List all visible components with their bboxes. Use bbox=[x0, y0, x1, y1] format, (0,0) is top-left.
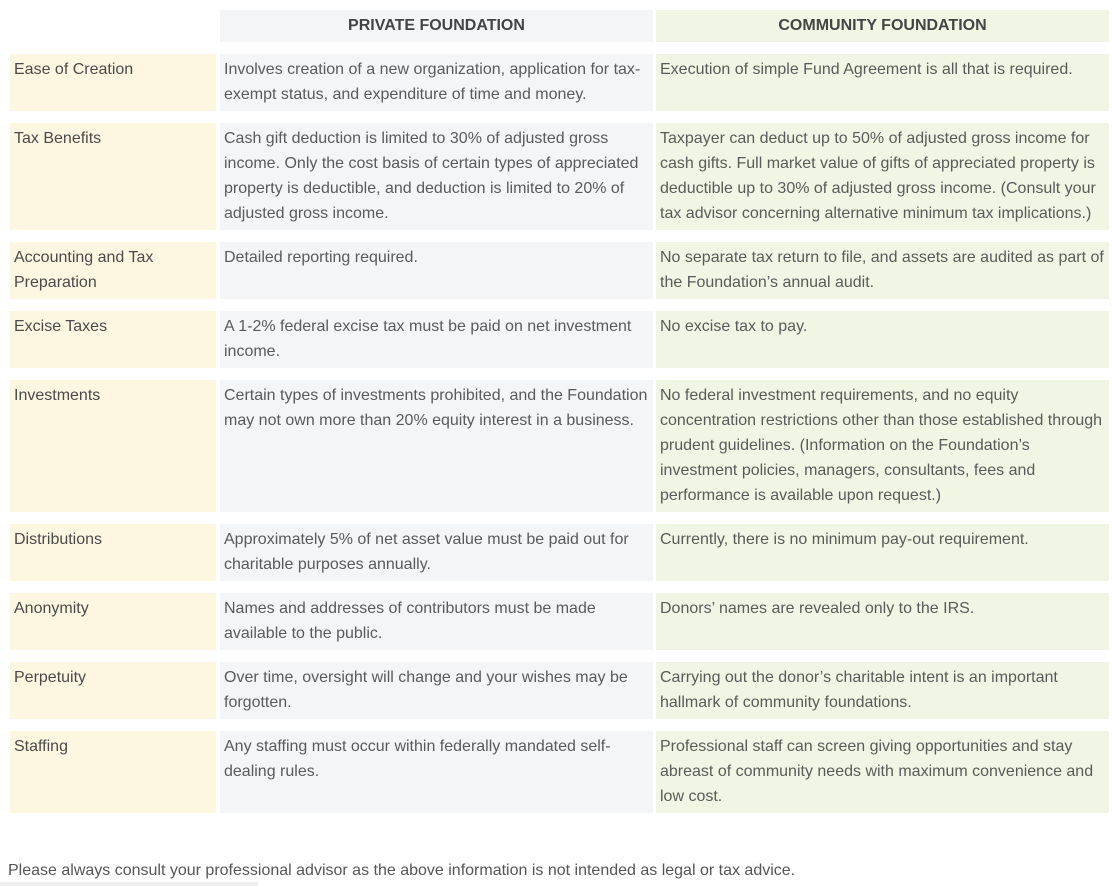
table-row bbox=[10, 662, 1110, 719]
row-label: Distributions bbox=[10, 524, 216, 581]
community-cell: No excise tax to pay. bbox=[656, 311, 1109, 368]
community-cell: No separate tax return to file, and assets are audited as part of the Foundation’s annual audit. bbox=[656, 242, 1109, 299]
row-label: Ease of Creation bbox=[10, 54, 216, 111]
table-header bbox=[10, 10, 1110, 42]
row-label: Accounting and Tax Preparation bbox=[10, 242, 216, 299]
private-cell: Any staffing must occur within federally mandated self-dealing rules. bbox=[220, 731, 653, 813]
row-label: Anonymity bbox=[10, 593, 216, 650]
private-cell: Certain types of investments prohibited, and the Foundation may not own more than 20% equity interest in a business. bbox=[220, 380, 653, 512]
table-row bbox=[10, 54, 1110, 111]
table-row bbox=[10, 731, 1110, 813]
community-cell: Taxpayer can deduct up to 50% of adjusted gross income for cash gifts. Full market value of gifts of appreciated property is deductible up to 30% of adjusted gross income. (Consult your tax advisor concerning alternative minimum tax implications.) bbox=[656, 123, 1109, 230]
community-cell: No federal investment requirements, and no equity concentration restrictions other than those established through prudent guidelines. (Information on the Foundation’s investment policies, managers, consultants, fees and performance is available upon request.) bbox=[656, 380, 1109, 512]
private-cell: Over time, oversight will change and your wishes may be forgotten. bbox=[220, 662, 653, 719]
scroll-shadow bbox=[0, 882, 258, 886]
table-row bbox=[10, 524, 1110, 581]
row-label: Investments bbox=[10, 380, 216, 512]
disclaimer-text: Please always consult your professional advisor as the above information is not intended as legal or tax advice. bbox=[8, 862, 796, 879]
private-cell: A 1-2% federal excise tax must be paid on net investment income. bbox=[220, 311, 653, 368]
header-community-foundation: COMMUNITY FOUNDATION bbox=[656, 10, 1109, 42]
private-cell: Approximately 5% of net asset value must be paid out for charitable purposes annually. bbox=[220, 524, 653, 581]
table-row bbox=[10, 380, 1110, 512]
community-cell: Carrying out the donor’s charitable intent is an important hallmark of community foundations. bbox=[656, 662, 1109, 719]
comparison-table bbox=[10, 10, 1110, 825]
private-cell: Names and addresses of contributors must be made available to the public. bbox=[220, 593, 653, 650]
community-cell: Donors’ names are revealed only to the IRS. bbox=[656, 593, 1109, 650]
private-cell: Involves creation of a new organization, application for tax-exempt status, and expenditure of time and money. bbox=[220, 54, 653, 111]
community-cell: Execution of simple Fund Agreement is all that is required. bbox=[656, 54, 1109, 111]
table-row bbox=[10, 593, 1110, 650]
community-cell: Professional staff can screen giving opportunities and stay abreast of community needs with maximum convenience and low cost. bbox=[656, 731, 1109, 813]
header-corner bbox=[10, 10, 216, 42]
header-private-foundation: PRIVATE FOUNDATION bbox=[220, 10, 653, 42]
table-row bbox=[10, 242, 1110, 299]
table-row bbox=[10, 123, 1110, 230]
private-cell: Detailed reporting required. bbox=[220, 242, 653, 299]
table-row bbox=[10, 311, 1110, 368]
row-label: Staffing bbox=[10, 731, 216, 813]
row-label: Tax Benefits bbox=[10, 123, 216, 230]
private-cell: Cash gift deduction is limited to 30% of adjusted gross income. Only the cost basis of certain types of appreciated property is deductible, and deduction is limited to 20% of adjusted gross income. bbox=[220, 123, 653, 230]
row-label: Excise Taxes bbox=[10, 311, 216, 368]
community-cell: Currently, there is no minimum pay-out requirement. bbox=[656, 524, 1109, 581]
row-label: Perpetuity bbox=[10, 662, 216, 719]
